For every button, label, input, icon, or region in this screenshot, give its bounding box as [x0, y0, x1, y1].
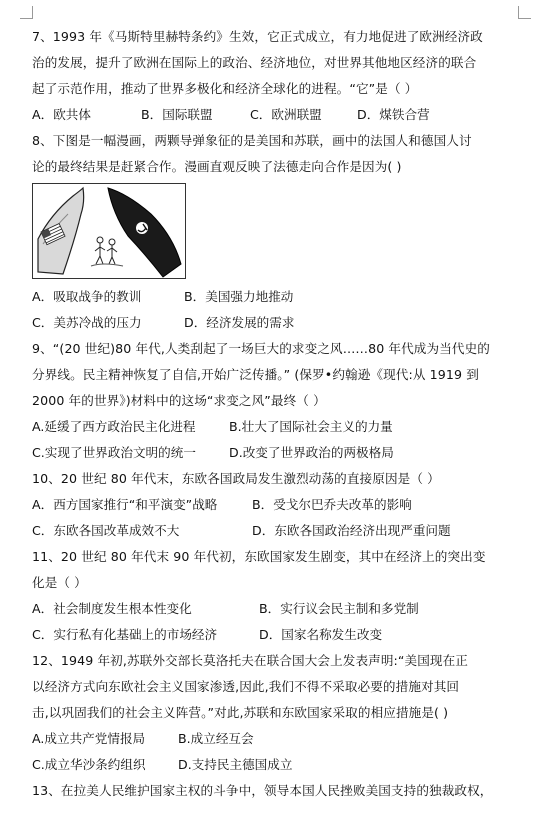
q7-option-b: B．国际联盟	[141, 107, 213, 122]
question-7-line-1: 7、1993 年《马斯特里赫特条约》生效，它正式成立，有力地促进了欧洲经济政	[32, 29, 483, 44]
page-corner-mark	[20, 6, 33, 19]
cold-war-cartoon-image	[32, 183, 186, 279]
q12-option-a: A.成立共产党情报局	[32, 731, 146, 746]
q11-option-a: A．社会制度发生根本性变化	[32, 601, 192, 616]
cold-war-missiles-cartoon-icon	[33, 184, 185, 278]
question-7-line-3: 起了示范作用，推动了世界多极化和经济全球化的进程。“它”是（ ）	[32, 81, 418, 96]
q8-option-b: B．美国强力地推动	[184, 289, 294, 304]
question-7-line-2: 治的发展，提升了欧洲在国际上的政治、经济地位，对世界其他地区经济的联合	[32, 55, 477, 70]
q11-option-c: C．实行私有化基础上的市场经济	[32, 627, 218, 642]
q7-option-d: D．煤铁合营	[357, 107, 430, 122]
question-10-line-1: 10、20 世纪 80 年代末，东欧各国政局发生激烈动荡的直接原因是（ ）	[32, 471, 440, 486]
q7-option-c: C．欧洲联盟	[250, 107, 322, 122]
question-9-line-2: 分界线。民主精神恢复了自信,开始广泛传播。” (保罗•约翰逊《现代:从 1919 到	[32, 367, 479, 382]
q12-option-b: B.成立经互会	[178, 731, 254, 746]
q8-option-a: A．吸取战争的教训	[32, 289, 142, 304]
q10-option-b: B．受戈尔巴乔夫改革的影响	[252, 497, 412, 512]
q11-option-b: B．实行议会民主制和多党制	[259, 601, 419, 616]
q11-option-d: D．国家名称发生改变	[259, 627, 383, 642]
question-13-line-1: 13、在拉美人民维护国家主权的斗争中，领导本国人民挫败美国支持的独裁政权，	[32, 783, 493, 798]
question-12-line-1: 12、1949 年初,苏联外交部长莫洛托夫在联合国大会上发表声明:“美国现在正	[32, 653, 468, 668]
question-11-line-2: 化是（ ）	[32, 575, 87, 590]
q12-option-c: C.成立华沙条约组织	[32, 757, 146, 772]
question-8-line-2: 论的最终结果是赶紧合作。漫画直观反映了法德走向合作是因为( )	[32, 159, 402, 174]
q12-option-d: D.支持民主德国成立	[178, 757, 293, 772]
q9-option-c: C.实现了世界政治文明的统一	[32, 445, 196, 460]
question-12-line-2: 以经济方式向东欧社会主义国家渗透,因此,我们不得不采取必要的措施对其回	[32, 679, 460, 694]
question-8-line-1: 8、下图是一幅漫画，两颗导弹象征的是美国和苏联，画中的法国人和德国人讨	[32, 133, 472, 148]
q10-option-d: D．东欧各国政治经济出现严重问题	[252, 523, 451, 538]
question-9-line-1: 9、“(20 世纪)80 年代,人类刮起了一场巨大的求变之风……80 年代成为当代史的	[32, 341, 490, 356]
q8-option-d: D．经济发展的需求	[184, 315, 295, 330]
q9-option-d: D.改变了世界政治的两极格局	[229, 445, 394, 460]
q9-option-b: B.壮大了国际社会主义的力量	[229, 419, 393, 434]
page-corner-mark	[518, 6, 531, 19]
q9-option-a: A.延缓了西方政治民主化进程	[32, 419, 196, 434]
q10-option-a: A．西方国家推行“和平演变”战略	[32, 497, 218, 512]
question-11-line-1: 11、20 世纪 80 年代末 90 年代初，东欧国家发生剧变，其中在经济上的突出变	[32, 549, 486, 564]
q10-option-c: C．东欧各国改革成效不大	[32, 523, 180, 538]
q7-option-a: A．欧共体	[32, 107, 91, 122]
q8-option-c: C．美苏冷战的压力	[32, 315, 142, 330]
question-12-line-3: 击,以巩固我们的社会主义阵营。”对此,苏联和东欧国家采取的相应措施是( )	[32, 705, 449, 720]
question-9-line-3: 2000 年的世界》)材料中的这场“求变之风”最终（ ）	[32, 393, 326, 408]
